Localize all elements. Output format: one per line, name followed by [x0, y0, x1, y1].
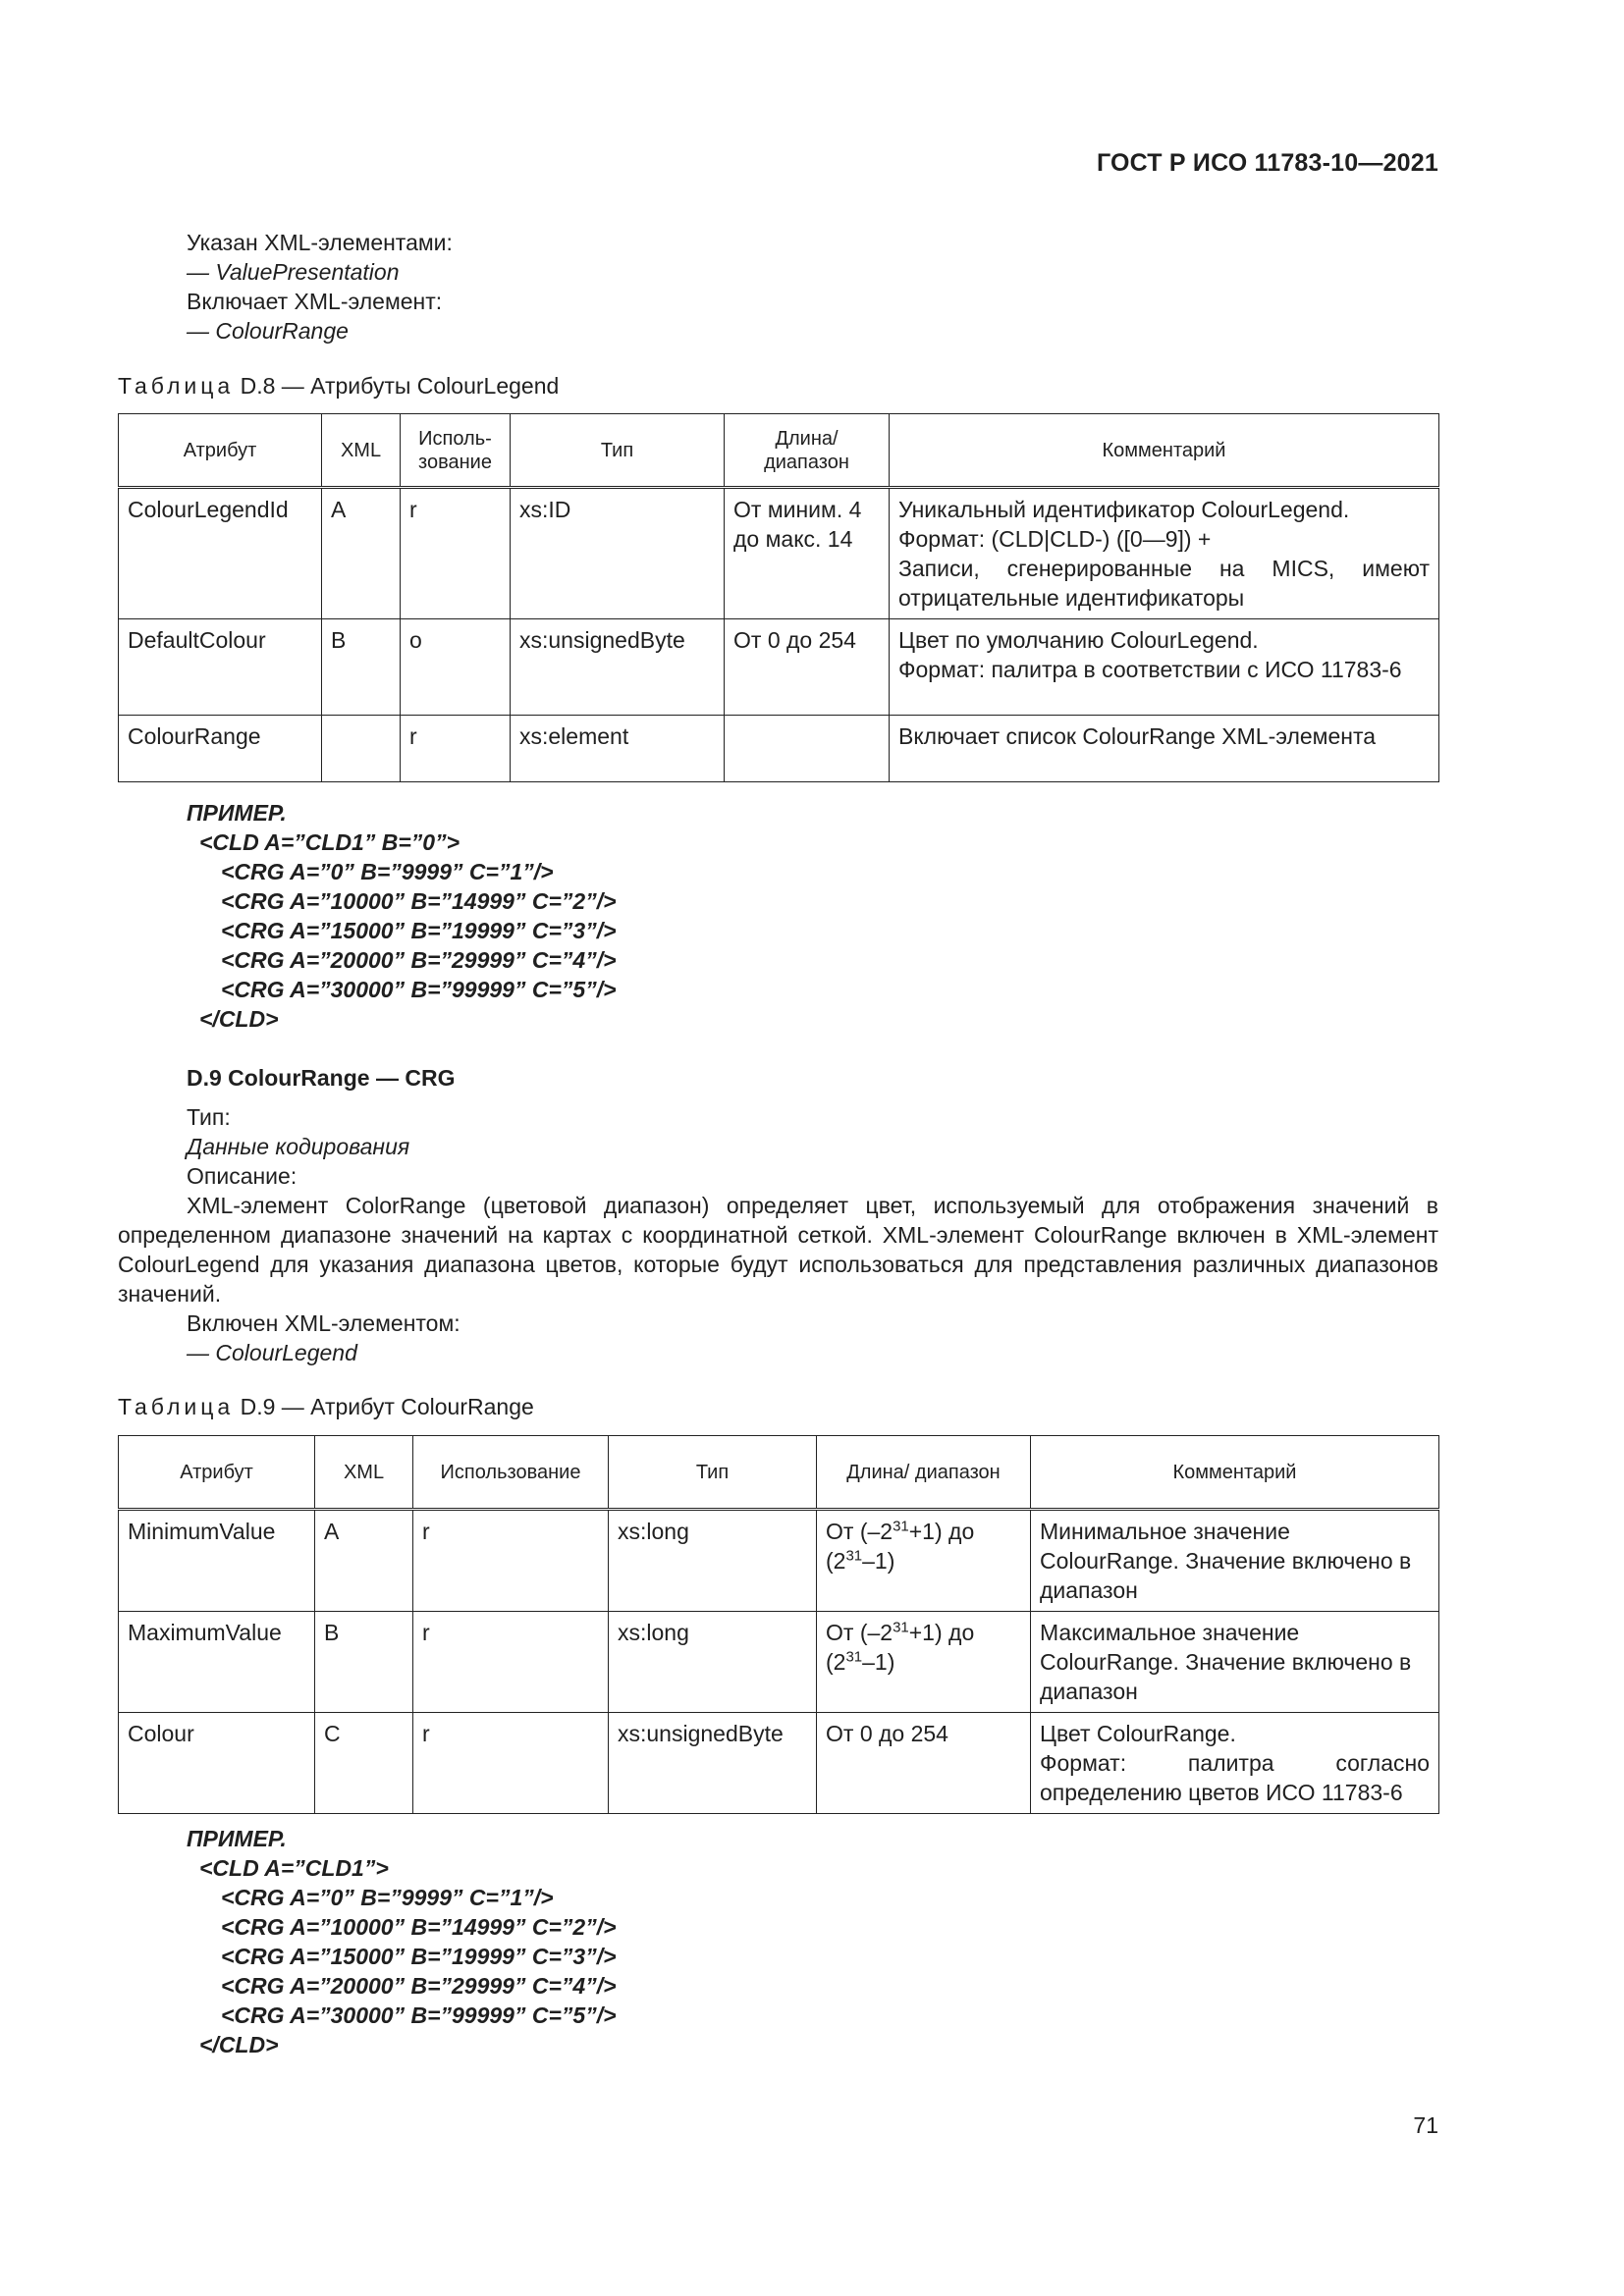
range-text: +1) до (2 — [826, 1519, 975, 1574]
table-2-caption — [118, 1392, 534, 1421]
column-header: Атрибут — [119, 1436, 315, 1510]
comment-line: Цвет по умолчанию ColourLegend. — [898, 627, 1259, 653]
cell-attribute: ColourLegendId — [119, 488, 322, 619]
cell-type: xs:ID — [511, 488, 725, 619]
document-number: ГОСТ Р ИСО 11783-10—2021 — [1096, 149, 1438, 177]
table-1-caption — [118, 371, 559, 400]
column-header: Комментарий — [1031, 1436, 1439, 1510]
example-1-code-line: </CLD> — [199, 1006, 279, 1032]
section-type-value: Данные кодирования — [187, 1134, 410, 1159]
table-header-row — [119, 414, 1439, 488]
example-2-code-line: <CRG A=”20000” B=”29999” C=”4”/> — [221, 1973, 617, 1999]
table-row — [119, 716, 1439, 782]
table-row — [119, 488, 1439, 619]
cell-comment — [890, 488, 1439, 619]
cell-type: xs:element — [511, 716, 725, 782]
column-header: XML — [322, 414, 401, 488]
cell-comment — [1031, 1713, 1439, 1814]
comment-line: Цвет ColourRange. — [1040, 1721, 1236, 1746]
cell-type: xs:unsignedByte — [511, 619, 725, 716]
range-text: +1) до (2 — [826, 1620, 975, 1675]
cell-range: От миним. 4 до макс. 14 — [725, 488, 890, 619]
comment-line: Записи, сгенерированные на MICS, имеют отрицательные идентификаторы — [898, 556, 1430, 611]
column-header: Длина/ диапазон — [817, 1436, 1031, 1510]
cell-xml: B — [322, 619, 401, 716]
cell-attribute: Colour — [119, 1713, 315, 1814]
cell-attribute: MaximumValue — [119, 1612, 315, 1713]
cell-type: xs:long — [609, 1510, 817, 1612]
range-text: –1) — [862, 1649, 895, 1675]
range-text: От (–2 — [826, 1620, 893, 1645]
column-header: Использование — [413, 1436, 609, 1510]
cell-usage: o — [401, 619, 511, 716]
column-header: Длина/ диапазон — [725, 414, 890, 488]
table-2-caption-text: D.9 — Атрибут ColourRange — [240, 1394, 534, 1419]
example-2-label: ПРИМЕР. — [187, 1826, 287, 1851]
cell-range: От 0 до 254 — [725, 619, 890, 716]
cell-usage: r — [413, 1612, 609, 1713]
table-row — [119, 1713, 1439, 1814]
example-1-code-line: <CLD A=”CLD1” B=”0”> — [199, 829, 460, 855]
intro-line-4: — ColourRange — [187, 318, 349, 344]
cell-type: xs:long — [609, 1612, 817, 1713]
table-header-row — [119, 1436, 1439, 1510]
intro-line-1: Указан XML-элементами: — [187, 230, 453, 255]
column-header: Атрибут — [119, 414, 322, 488]
section-title: D.9 ColourRange — CRG — [187, 1065, 456, 1091]
range-exponent: 31 — [845, 1648, 863, 1666]
table-1-caption-prefix: Таблица — [118, 373, 235, 399]
example-2-code-line: <CRG A=”10000” B=”14999” C=”2”/> — [221, 1914, 617, 1940]
example-1-label: ПРИМЕР. — [187, 800, 287, 826]
cell-xml: A — [315, 1510, 413, 1612]
section-included-value: — ColourLegend — [187, 1340, 357, 1365]
cell-usage: r — [401, 716, 511, 782]
cell-xml: B — [315, 1612, 413, 1713]
comment-line: Формат: (CLD|CLD-) ([0—9]) + — [898, 526, 1212, 552]
range-exponent: 31 — [845, 1547, 863, 1565]
table-row — [119, 619, 1439, 716]
column-header: XML — [315, 1436, 413, 1510]
range-exponent: 31 — [893, 1619, 909, 1636]
cell-attribute: MinimumValue — [119, 1510, 315, 1612]
example-2-code-line: <CLD A=”CLD1”> — [199, 1855, 389, 1881]
comment-line: Формат: палитра в соответствии с ИСО 11783-6 — [898, 657, 1402, 682]
example-1-code-line: <CRG A=”30000” B=”99999” C=”5”/> — [221, 977, 617, 1002]
cell-xml — [322, 716, 401, 782]
section-type-label: Тип: — [187, 1104, 231, 1130]
table-colourlegend-attributes — [118, 413, 1439, 782]
cell-usage: r — [413, 1510, 609, 1612]
cell-usage: r — [401, 488, 511, 619]
comment-line: Формат: палитра согласно определению цветов ИСО 11783-6 — [1040, 1750, 1430, 1805]
cell-type: xs:unsignedByte — [609, 1713, 817, 1814]
range-text: –1) — [862, 1548, 895, 1574]
cell-range — [725, 716, 890, 782]
example-2-code-line: <CRG A=”0” B=”9999” C=”1”/> — [221, 1885, 554, 1910]
range-text: От (–2 — [826, 1519, 893, 1544]
range-exponent: 31 — [893, 1518, 909, 1535]
intro-line-2: — ValuePresentation — [187, 259, 400, 285]
comment-line: Включает список ColourRange XML-элемента — [898, 723, 1377, 749]
example-2-code-line: <CRG A=”30000” B=”99999” C=”5”/> — [221, 2002, 617, 2028]
table-row — [119, 1510, 1439, 1612]
cell-xml: A — [322, 488, 401, 619]
table-2-caption-prefix: Таблица — [118, 1394, 235, 1419]
table-1-caption-text: D.8 — Атрибуты ColourLegend — [240, 373, 560, 399]
cell-comment: Минимальное значение ColourRange. Значение включено в диапазон — [1031, 1510, 1439, 1612]
section-description-label: Описание: — [187, 1163, 298, 1189]
example-1-code-line: <CRG A=”10000” B=”14999” C=”2”/> — [221, 888, 617, 914]
cell-range — [817, 1612, 1031, 1713]
example-1-code-line: <CRG A=”0” B=”9999” C=”1”/> — [221, 859, 554, 884]
cell-comment: Максимальное значение ColourRange. Значение включено в диапазон — [1031, 1612, 1439, 1713]
column-header: Комментарий — [890, 414, 1439, 488]
cell-attribute: ColourRange — [119, 716, 322, 782]
column-header: Тип — [609, 1436, 817, 1510]
table-colourrange-attributes — [118, 1435, 1439, 1814]
column-header: Тип — [511, 414, 725, 488]
page-number: 71 — [1413, 2112, 1438, 2138]
section-included-label: Включен XML-элементом: — [187, 1310, 460, 1336]
comment-line: Уникальный идентификатор ColourLegend. — [898, 497, 1350, 522]
cell-xml: C — [315, 1713, 413, 1814]
example-1-code-line: <CRG A=”20000” B=”29999” C=”4”/> — [221, 947, 617, 973]
intro-line-3: Включает XML-элемент: — [187, 289, 443, 314]
example-2-code-line: </CLD> — [199, 2032, 279, 2057]
table-row — [119, 1612, 1439, 1713]
cell-attribute: DefaultColour — [119, 619, 322, 716]
example-1-code-line: <CRG A=”15000” B=”19999” C=”3”/> — [221, 918, 617, 943]
cell-comment — [890, 619, 1439, 716]
section-description-text: XML-элемент ColorRange (цветовой диапазон) определяет цвет, используемый для отображения значений в определенном диапазоне значений на картах с координатной сеткой. XML-элемент ColourRange включен в XML-элемент ColourLegend для указания диапазона цветов, которые будут использоваться для представления различных диапазонов значений. — [118, 1193, 1438, 1307]
cell-range — [817, 1510, 1031, 1612]
cell-range: От 0 до 254 — [817, 1713, 1031, 1814]
cell-comment — [890, 716, 1439, 782]
column-header: Исполь-зование — [401, 414, 511, 488]
example-2-code-line: <CRG A=”15000” B=”19999” C=”3”/> — [221, 1944, 617, 1969]
cell-usage: r — [413, 1713, 609, 1814]
